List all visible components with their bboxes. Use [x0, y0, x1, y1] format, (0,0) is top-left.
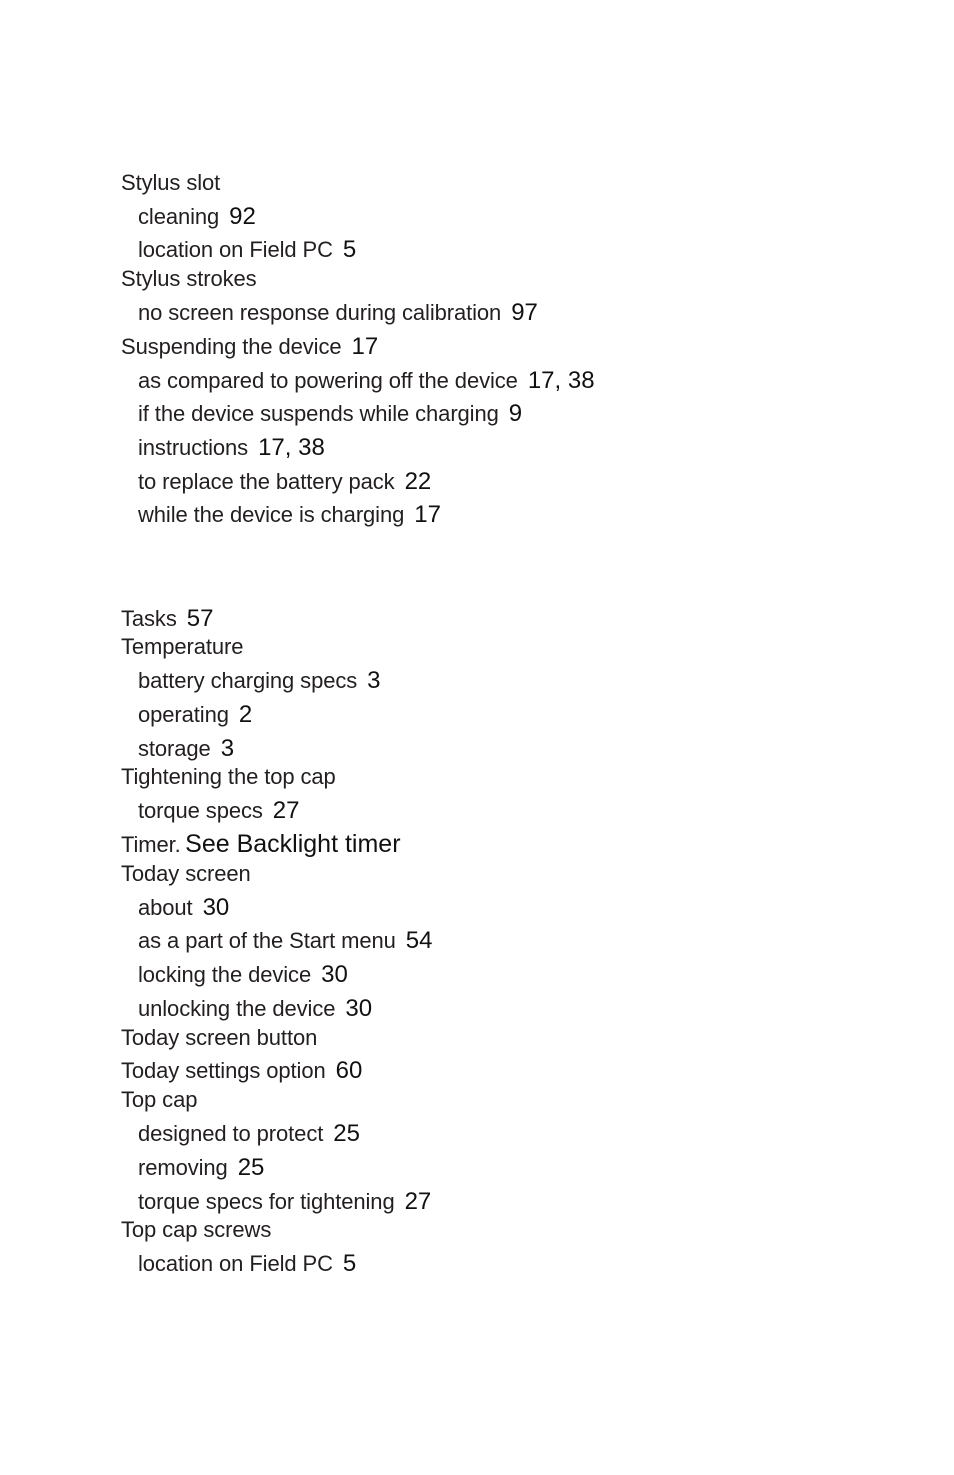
page-reference[interactable]: 17, 38	[527, 367, 595, 394]
index-entry	[121, 766, 336, 788]
index-entry	[121, 172, 220, 194]
index-subentry	[138, 436, 325, 460]
page-reference[interactable]: 3	[220, 735, 235, 762]
index-term: Temperature	[121, 634, 244, 659]
index-entry	[121, 636, 243, 658]
index-term: Timer.	[121, 832, 181, 857]
index-term: battery charging specs	[138, 668, 358, 693]
index-subentry	[138, 1122, 360, 1146]
index-subentry	[138, 402, 522, 426]
index-subentry	[138, 205, 256, 229]
index-entry	[121, 1027, 317, 1049]
index-subentry	[138, 703, 252, 727]
page-reference[interactable]: 30	[202, 894, 230, 921]
index-term: operating	[138, 702, 229, 727]
index-term: as a part of the Start menu	[138, 928, 396, 953]
index-subentry	[138, 997, 372, 1021]
index-subentry	[138, 669, 381, 693]
index-term: cleaning	[138, 204, 220, 229]
page-reference[interactable]: 5	[342, 1250, 357, 1277]
index-term: Stylus strokes	[121, 266, 257, 291]
index-subentry	[138, 963, 348, 987]
page-reference[interactable]: 92	[229, 203, 256, 230]
index-entry	[121, 1089, 197, 1111]
index-term: no screen response during calibration	[138, 300, 502, 325]
page-reference[interactable]: 17	[414, 501, 441, 528]
index-term: while the device is charging	[138, 502, 405, 527]
page-reference[interactable]: 30	[345, 995, 373, 1022]
index-term: torque specs	[138, 798, 263, 823]
page-reference[interactable]: 17	[351, 333, 379, 360]
index-entry	[121, 607, 213, 631]
page-reference[interactable]: 25	[333, 1120, 360, 1147]
page-reference[interactable]: 2	[238, 701, 253, 728]
index-term: Tightening the top cap	[121, 764, 336, 789]
index-term: Stylus slot	[121, 170, 221, 195]
index-subentry	[138, 1156, 264, 1180]
index-subentry	[138, 503, 441, 527]
index-entry	[121, 1219, 271, 1241]
index-subentry	[138, 238, 356, 262]
page-reference[interactable]: 25	[237, 1154, 265, 1181]
index-term: location on Field PC	[138, 1251, 333, 1276]
index-term: Top cap	[121, 1087, 198, 1112]
index-term: Top cap screws	[121, 1217, 272, 1242]
index-term: to replace the battery pack	[138, 469, 395, 494]
index-subentry	[138, 929, 432, 953]
index-term: Today settings option	[121, 1058, 326, 1083]
index-term: about	[138, 895, 193, 920]
index-term: removing	[138, 1155, 228, 1180]
index-subentry	[138, 301, 538, 325]
index-term: unlocking the device	[138, 996, 336, 1021]
index-term: designed to protect	[138, 1121, 324, 1146]
index-term: instructions	[138, 435, 249, 460]
page-reference[interactable]: 54	[405, 927, 433, 954]
page-reference[interactable]: 30	[321, 961, 348, 988]
page-reference[interactable]: 17, 38	[258, 434, 325, 461]
page-reference[interactable]: 97	[511, 299, 538, 326]
index-subentry	[138, 896, 229, 920]
index-entry	[121, 335, 378, 359]
index-term: Today screen	[121, 861, 251, 886]
index-term: if the device suspends while charging	[138, 401, 499, 426]
index-term: storage	[138, 736, 211, 761]
index-entry	[121, 1059, 362, 1083]
index-term: location on Field PC	[138, 237, 333, 262]
page-reference[interactable]: 60	[335, 1057, 363, 1084]
page-reference[interactable]: 9	[508, 400, 523, 427]
index-subentry	[138, 470, 431, 494]
index-term: locking the device	[138, 962, 312, 987]
index-term: Suspending the device	[121, 334, 342, 359]
index-entry	[121, 268, 257, 290]
page-reference[interactable]: 27	[272, 797, 300, 824]
page-reference[interactable]: 27	[404, 1188, 432, 1215]
page-reference[interactable]: 22	[404, 468, 432, 495]
index-subentry	[138, 1190, 431, 1214]
page-reference[interactable]: 3	[367, 667, 381, 694]
index-term: Tasks	[121, 606, 177, 631]
page-reference[interactable]: 57	[186, 605, 214, 632]
index-term: torque specs for tightening	[138, 1189, 395, 1214]
index-entry	[121, 832, 401, 857]
index-subentry	[138, 1252, 356, 1276]
index-subentry	[138, 799, 299, 823]
index-entry	[121, 863, 251, 885]
page-reference[interactable]: 5	[342, 236, 357, 263]
index-term: Today screen button	[121, 1025, 318, 1050]
index-term: as compared to powering off the device	[138, 368, 518, 393]
index-subentry	[138, 369, 595, 393]
see-reference[interactable]: See Backlight timer	[185, 830, 401, 858]
index-subentry	[138, 737, 234, 761]
